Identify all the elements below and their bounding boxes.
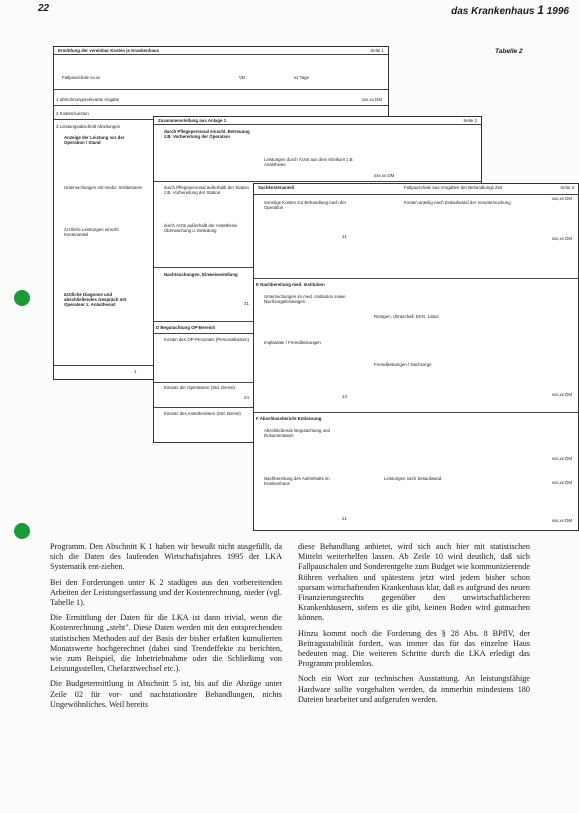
form2-number-a: 21: [244, 301, 249, 306]
journal-name: das Krankenhaus: [451, 6, 535, 17]
form1-row1: 1 abrechnungsrelevante Angabe: [56, 97, 120, 102]
form2-block-6: Kosten des OP-Personals (Personalkosten): [164, 337, 249, 342]
body-left-paragraph-1: Programm. Den Abschnitt K 1 haben wir bewußt nicht ausgefüllt, da sich die Daten des laufenden Wirtschaftsjahres 1995 der LKA Systematik ent-ziehen.: [50, 542, 282, 572]
form3-dm-3: xxx,xx DM: [551, 392, 572, 397]
form3-number-c: 21: [342, 516, 347, 521]
form3-note-3: Fremdleistungen / Nachsorge: [374, 362, 432, 367]
form3-dm-2: xxx,xx DM: [551, 236, 572, 241]
form1-row2: 2 Kosten/Leistun: [56, 111, 89, 116]
form3-section-e: E Nachbereitung med. Institution: [256, 282, 325, 287]
form3-title: Sachkostenanteil: [258, 185, 295, 190]
form-sheet-3: [253, 183, 579, 531]
form3-row-3: Implantate / Fremdleistungen: [264, 340, 321, 345]
form1-row3: 3 Leistungsabschnitt Abteilungen: [56, 124, 121, 129]
form1-row1-value: xxx,xx DM: [361, 97, 382, 102]
form2-section: D Begutachtung OP-Bereich: [156, 325, 216, 330]
body-left-paragraph-2: Bei den Forderungen unter K 2 stadügen aus den vorbereitenden Arbeiten der Leistungserfassung und der Kostenrechnung, nieder (vgl. Tabelle 1).: [50, 577, 282, 608]
form1-item-1: Anzeige der Leistung vor der Operation / Stand: [64, 135, 125, 145]
journal-year: 1996: [546, 6, 569, 17]
form3-col-header: Fallpauschale aus Vorgaben der Behandlungs Zeit: [404, 185, 503, 190]
form3-row-5: Nachbereitung des Aufenthalts im Krankenhaus: [264, 476, 330, 486]
form2-block-7: Einsatz der Operateure (Std. Dienst): [164, 385, 236, 390]
form1-page: Seite 1: [370, 48, 384, 53]
form1-footer-number: 1: [134, 369, 137, 374]
form1-item-4: ärztliche Diagnose und abschließendes Gespräch mit Operateur z. Anästhesist: [64, 292, 127, 307]
form3-dm-1: xxx,xx DM: [551, 196, 572, 201]
body-left-paragraph-4: Die Budgetermittlung in Abschnitt 5 ist, bis auf die Abzüge unter Zeile 02 für vor- und nachstationäre Behandlungen, nichts Ungewöhnliches. Weil bereits: [50, 679, 282, 709]
form3-note-1: Kosten anteilig nach Zeitaufwand der Voruntersuchung: [404, 200, 511, 205]
form2-block-4: Nachtsuchungen, Einweisestellung: [164, 272, 238, 277]
body-column-right: [298, 542, 530, 710]
form3-page: Seite 3: [560, 185, 574, 190]
form3-dm-5: xxx,xx DM: [551, 480, 572, 485]
form2-block-8: Einsatz des Anästhesisten (Std. Dienst): [164, 411, 241, 416]
journal-header: [451, 3, 569, 17]
form1-vd: VD: [239, 75, 246, 80]
form2-block-2: durch Pflegepersonal außerhalb der Station z.B. Vorbereitung der Station: [164, 185, 249, 195]
form1-tage: xx Tage: [294, 75, 310, 80]
form3-note-2: Röntgen, Ultraschall, EKG, Labor: [374, 314, 439, 319]
body-column-left: [50, 542, 282, 715]
form1-fallpauschale: Fallpauschale xx.xx: [62, 75, 101, 80]
form1-title: Ermittlung der vereinbar Kosten je Krankenhaus: [58, 48, 160, 53]
body-right-paragraph-2: Hinzu kommt noch die Forderung des § 28 Abs. 8 BPflV, der Beitragsstabilität fordert, was immer das für das einzelne Haus bedeuten mag. Die weiteren Schritte durch die LKA erledigt das Programm problemlos.: [298, 628, 530, 669]
journal-issue: 1: [537, 3, 544, 17]
form1-item-2: Untersuchungen mit mediz. Institutionen: [64, 185, 143, 190]
form3-number-a: 21: [342, 234, 347, 239]
form3-number-b: 24: [342, 394, 347, 399]
form2-page: Seite 2: [463, 118, 477, 123]
form2-side-note: Leistungen durch Ärzte aus dem Klinikum z.B. Anästhesie: [264, 157, 354, 167]
table-label: Tabelle 2: [495, 48, 523, 55]
form3-dm-4: xxx,xx DM: [551, 456, 572, 461]
form2-title: Zusammenstellung aus Anlage 1: [158, 118, 227, 123]
body-left-paragraph-3: Die Ermittlung der Daten für die LKA ist dann trivial, wenn die Kostenrechnung „steht". Diese Daten werden mit den entsprechenden statistischen Methoden auf der Basis der bisher erfaßten kumulierten Monatswerte hochgerechnet (dabei sind Trendeffekte zu berichten, wie zum Beispiel, die Inbetriebnahme oder die Schließung von Leistungsstellen, Chefarztwechsel etc.).: [50, 613, 282, 674]
form2-number-b: 24: [244, 395, 249, 400]
punch-hole-top: [14, 290, 30, 306]
body-right-paragraph-3: Noch ein Wort zur technischen Ausstattung. An leistungsfähige Hardware sollte vorgehalten werden, da immerhin mindestens 180 Dateien bearbeitet und aufgerufen werden.: [298, 674, 530, 704]
form3-section-f: F Abschlussbericht Entlassung: [256, 416, 322, 421]
page-number: 22: [38, 3, 50, 14]
punch-hole-bottom: [14, 523, 30, 539]
form3-dm-6: xxx,xx DM: [551, 518, 572, 523]
form2-dm-1: xxx,xx DM: [374, 173, 395, 178]
form3-row-4: Abschließende Begutachtung und Dokumentation: [264, 428, 330, 438]
body-right-paragraph-1: diese Behandlung anbietet, wird sich auch hier mit statistischen Mitteln weiterhelfen lassen. Ab Zeile 10 wird deutlich, daß sich Fallpauschalen und Sonderentgelte zum Budget wie kommunizierende Röhren verhalten und spätestens jetzt wird jedem bisher schon sparsam wirtschaftenden Krankenhaus klar, daß es aufgrund des neuen Finanzierungsrechts gegenüber den unwirtschaftlicheren Krankenhäusern, sofern es die gibt, keinen Boden wird gutmachen können.: [298, 542, 530, 623]
form2-block-3: durch Arzte außerhalb der Anästhesie Überwachung u. Einleitung: [164, 223, 238, 233]
form2-block-1: durch Pflegepersonal einschl. Betreuung z.B. Vorbereitung der Operation: [164, 129, 250, 139]
form3-row-1: Sonstige Kosten zur Behandlung nach der Operation: [264, 200, 347, 210]
form3-row-2: Untersuchungen im med. Institution sowie Nachsorgeleistungen: [264, 294, 346, 304]
form1-item-3: Ärztliche Leistungen einschl. Kostenanteil: [64, 227, 120, 237]
form3-note-4: Leistungen nach Zeitaufwand: [384, 476, 442, 481]
